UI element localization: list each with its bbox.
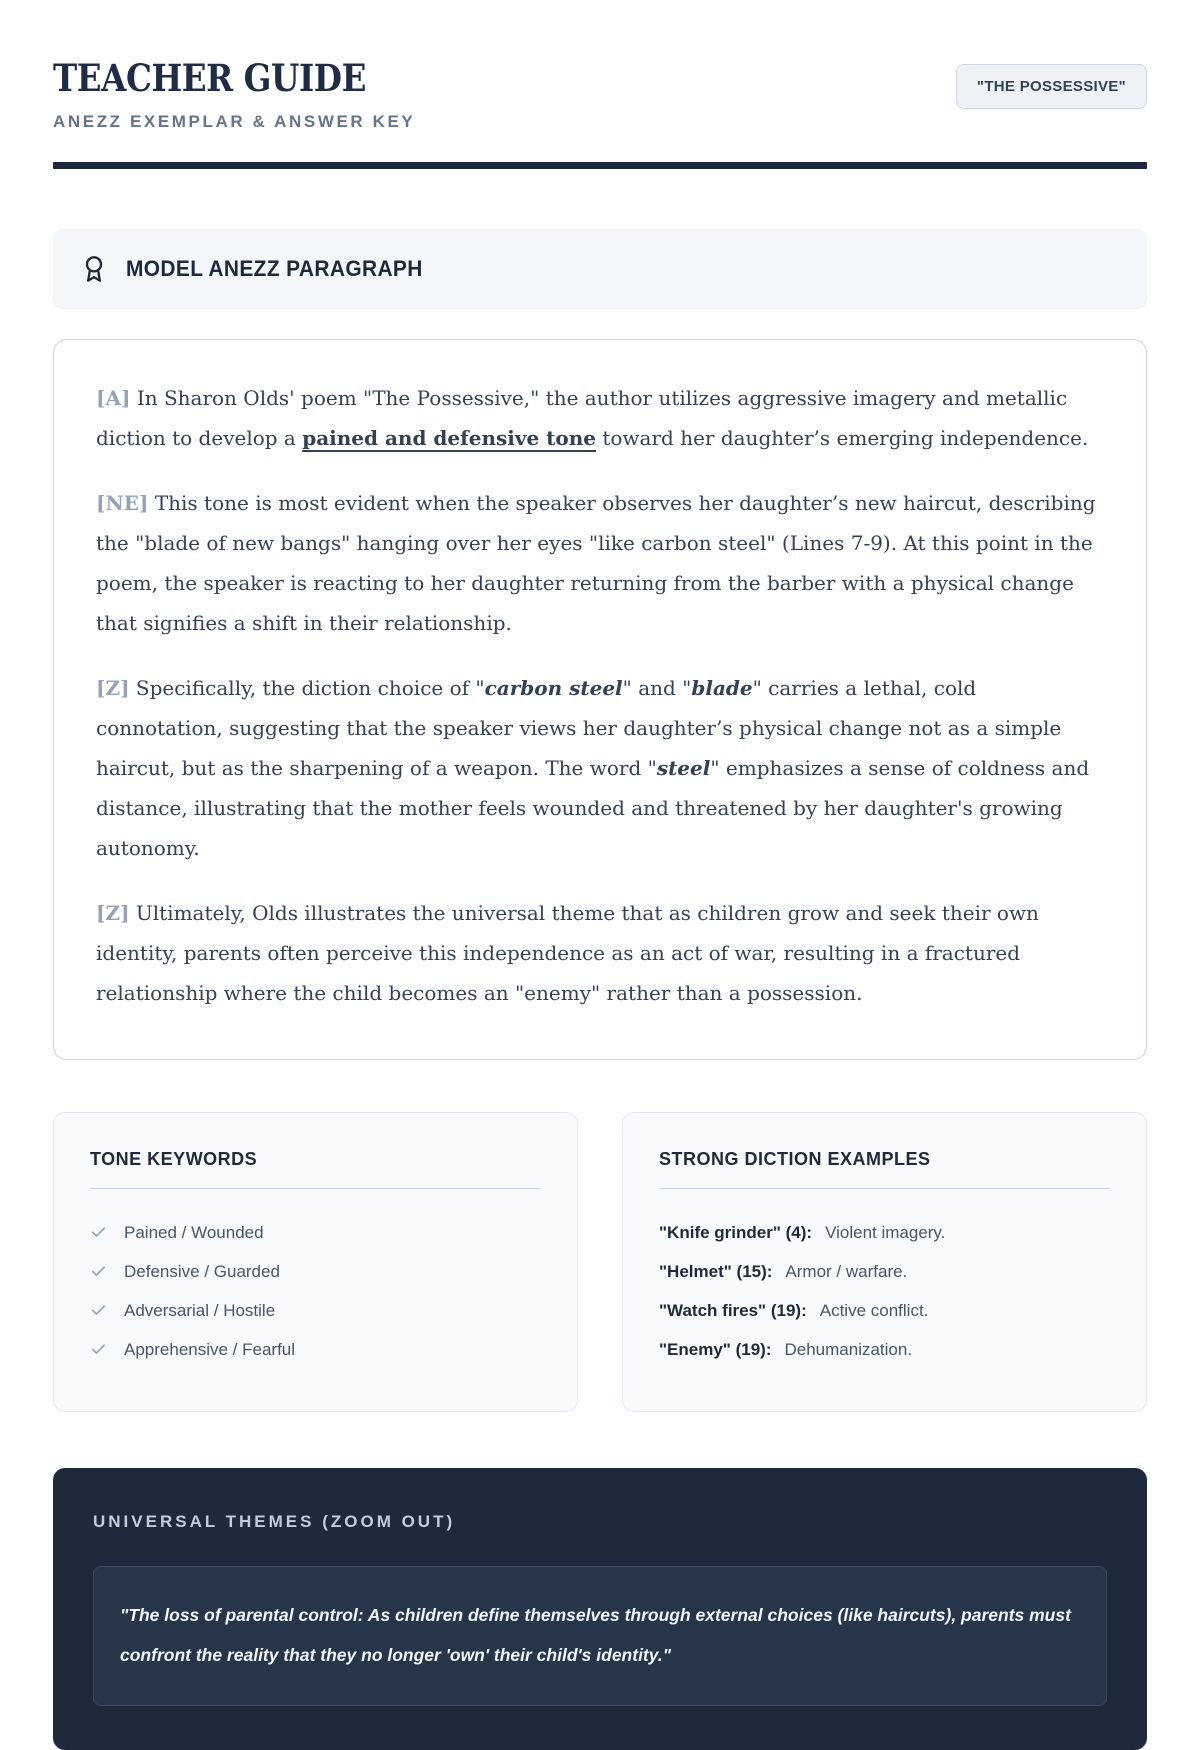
tone-keywords-card: [53, 1112, 578, 1412]
diction-example-item: [659, 1330, 1110, 1369]
poem-title-badge: "THE POSSESSIVE": [956, 64, 1147, 109]
tone-keywords-title: TONE KEYWORDS: [90, 1149, 541, 1189]
diction-term: "Enemy" (19):: [659, 1339, 772, 1359]
page-header: [53, 56, 1147, 132]
section-header-model-paragraph: [53, 229, 1147, 309]
page-subtitle: ANEZZ EXEMPLAR & ANSWER KEY: [53, 112, 416, 131]
check-icon: [90, 1224, 107, 1241]
essay-paragraph: [96, 378, 1104, 458]
tone-keyword-item: [90, 1213, 541, 1252]
page-title: TEACHER GUIDE: [53, 56, 366, 100]
award-ribbon-icon: [80, 252, 108, 286]
diction-term: "Knife grinder" (4):: [659, 1222, 813, 1242]
diction-example-item: [659, 1213, 1110, 1252]
tone-keyword-label: Pained / Wounded: [124, 1222, 264, 1242]
paragraph-segment: " carries a lethal, cold connotation, suggesting that the speaker views her daughter’s physical change not as a simple haircut, but as the sharpening of a weapon. The word ": [96, 676, 1062, 780]
paragraph-segment: carbon steel: [484, 676, 623, 700]
diction-description: Armor / warfare.: [785, 1261, 908, 1281]
info-cards-row: [53, 1112, 1147, 1412]
paragraph-segment: " and ": [622, 676, 692, 700]
diction-term: "Watch fires" (19):: [659, 1300, 807, 1320]
tone-keyword-label: Defensive / Guarded: [124, 1261, 280, 1281]
title-block: [53, 56, 415, 132]
paragraph-segment: Specifically, the diction choice of ": [135, 676, 485, 700]
tone-keyword-item: [90, 1291, 541, 1330]
paragraph-tag: [Z]: [96, 676, 130, 700]
diction-example-item: [659, 1291, 1110, 1330]
tone-keyword-item: [90, 1330, 541, 1369]
check-icon: [90, 1302, 107, 1319]
tone-keyword-label: Apprehensive / Fearful: [124, 1339, 296, 1359]
paragraph-segment: steel: [656, 756, 711, 780]
paragraph-segment: toward her daughter’s emerging independence.: [596, 426, 1089, 450]
paragraph-tag: [A]: [96, 386, 131, 410]
check-icon: [90, 1341, 107, 1358]
diction-description: Violent imagery.: [825, 1222, 946, 1242]
tone-keywords-list: [90, 1213, 541, 1369]
theme-quote: "The loss of parental control: As children define themselves through external choices (like haircuts), parents must confront the reality that they no longer 'own' their child's identity.": [120, 1605, 1071, 1665]
paragraph-segment: pained and defensive tone: [302, 426, 596, 450]
tone-keyword-item: [90, 1252, 541, 1291]
paragraph-segment: " emphasizes a sense of coldness and distance, illustrating that the mother feels wounded and threatened by her daughter's growing autonomy.: [96, 756, 1090, 860]
theme-quote-box: [93, 1566, 1107, 1706]
header-divider: [53, 162, 1147, 169]
universal-themes-title: UNIVERSAL THEMES (ZOOM OUT): [93, 1512, 456, 1531]
tone-keyword-label: Adversarial / Hostile: [124, 1300, 276, 1320]
paragraph-segment: Ultimately, Olds illustrates the universal theme that as children grow and seek their own identity, parents often perceive this independence as an act of war, resulting in a fractured relationship where the child becomes an "enemy" rather than a possession.: [96, 901, 1039, 1005]
diction-example-item: [659, 1252, 1110, 1291]
paragraph-segment: blade: [691, 676, 753, 700]
diction-examples-card: [622, 1112, 1147, 1412]
diction-term: "Helmet" (15):: [659, 1261, 773, 1281]
essay-paragraph: [96, 483, 1104, 643]
model-paragraph-card: [53, 339, 1147, 1060]
paragraph-segment: In Sharon Olds' poem "The Possessive," the author utilizes aggressive imagery and metallic diction to develop a: [96, 386, 1068, 450]
essay-paragraph: [96, 893, 1104, 1013]
diction-examples-title: STRONG DICTION EXAMPLES: [659, 1149, 1110, 1189]
essay-paragraph: [96, 668, 1104, 868]
paragraph-tag: [NE]: [96, 491, 149, 515]
check-icon: [90, 1263, 107, 1280]
paragraph-segment: This tone is most evident when the speaker observes her daughter’s new haircut, describing the "blade of new bangs" hanging over her eyes "like carbon steel" (Lines 7-9). At this point in the poem, the speaker is reacting to her daughter returning from the barber with a physical change that signifies a shift in their relationship.: [96, 491, 1096, 635]
section-title: MODEL ANEZZ PARAGRAPH: [126, 256, 423, 281]
diction-description: Dehumanization.: [784, 1339, 913, 1359]
paragraph-tag: [Z]: [96, 901, 130, 925]
diction-description: Active conflict.: [819, 1300, 929, 1320]
universal-themes-card: [53, 1468, 1147, 1750]
diction-examples-list: [659, 1213, 1110, 1369]
